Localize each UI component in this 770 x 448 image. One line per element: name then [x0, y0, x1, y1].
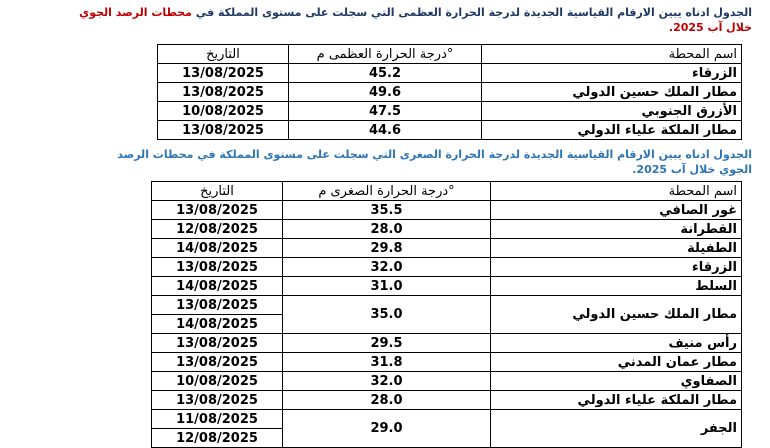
station-cell: مطار الملكة علياء الدولي	[482, 121, 742, 140]
station-cell: الزرقاء	[482, 64, 742, 83]
date-cell: 13/08/2025	[152, 353, 283, 372]
min-temp-caption-line2: الجوي خلال آب 2025.	[632, 163, 752, 176]
table-row	[152, 239, 742, 258]
table-row	[158, 102, 742, 121]
station-cell: مطار الملكة علياء الدولي	[491, 391, 742, 410]
date-cell: 14/08/2025	[152, 239, 283, 258]
station-cell: مطار الملك حسين الدولي	[491, 296, 742, 334]
temp-cell: 49.6	[289, 83, 482, 102]
table-row	[152, 296, 742, 315]
date-cell: 14/08/2025	[152, 315, 283, 334]
date-cell: 14/08/2025	[152, 277, 283, 296]
table-row	[158, 83, 742, 102]
max-temp-table	[157, 44, 742, 140]
min-temp-caption	[117, 147, 752, 177]
max-temp-header: درجة الحرارة العظمى م°	[289, 45, 482, 64]
table-row	[152, 220, 742, 239]
max-temp-caption-line1	[79, 5, 752, 20]
caption1-highlight: محطات الرصد الجوي	[79, 6, 192, 19]
table-row	[158, 64, 742, 83]
date-header: التاريخ	[152, 182, 283, 201]
temp-cell: 31.8	[283, 353, 491, 372]
table-header-row	[152, 182, 742, 201]
temp-cell: 29.8	[283, 239, 491, 258]
temp-cell: 29.0	[283, 410, 491, 448]
table-row	[152, 391, 742, 410]
station-cell: الزرقاء	[491, 258, 742, 277]
station-cell: القطرانة	[491, 220, 742, 239]
station-cell: الصفاوي	[491, 372, 742, 391]
table-row	[152, 258, 742, 277]
table-header-row	[158, 45, 742, 64]
station-cell: رأس منيف	[491, 334, 742, 353]
temp-cell: 32.0	[283, 258, 491, 277]
temp-cell: 44.6	[289, 121, 482, 140]
station-cell: الطفيلة	[491, 239, 742, 258]
temp-cell: 47.5	[289, 102, 482, 121]
min-temp-header: درجة الحرارة الصغرى م°	[283, 182, 491, 201]
date-cell: 13/08/2025	[152, 391, 283, 410]
temp-cell: 45.2	[289, 64, 482, 83]
date-cell: 13/08/2025	[152, 258, 283, 277]
min-temp-caption-line1: الجدول ادناه يبين الارقام القياسية الجديدة لدرجة الحرارة الصغرى التي سجلت على مستوى المملكة في محطات الرصد	[117, 148, 752, 161]
station-cell: غور الصافي	[491, 201, 742, 220]
min-temp-table	[151, 181, 742, 448]
max-temp-caption-line2: خلال آب 2025.	[668, 21, 752, 34]
temp-cell: 28.0	[283, 391, 491, 410]
temp-cell: 35.0	[283, 296, 491, 334]
date-cell: 12/08/2025	[152, 220, 283, 239]
station-cell: السلط	[491, 277, 742, 296]
table-row	[152, 410, 742, 429]
temp-cell: 35.5	[283, 201, 491, 220]
station-cell: الأزرق الجنوبي	[482, 102, 742, 121]
temp-cell: 31.0	[283, 277, 491, 296]
date-cell: 13/08/2025	[152, 201, 283, 220]
date-cell: 10/08/2025	[158, 102, 289, 121]
temp-cell: 29.5	[283, 334, 491, 353]
date-cell: 13/08/2025	[152, 296, 283, 315]
date-cell: 13/08/2025	[158, 83, 289, 102]
table-row	[152, 201, 742, 220]
date-header: التاريخ	[158, 45, 289, 64]
table-row	[152, 353, 742, 372]
date-cell: 13/08/2025	[152, 334, 283, 353]
station-header: اسم المحطة	[491, 182, 742, 201]
table-row	[158, 121, 742, 140]
station-cell: مطار عمان المدني	[491, 353, 742, 372]
station-cell: الجفر	[491, 410, 742, 448]
date-cell: 13/08/2025	[158, 64, 289, 83]
table-row	[152, 334, 742, 353]
date-cell: 10/08/2025	[152, 372, 283, 391]
table-row	[152, 277, 742, 296]
temp-cell: 28.0	[283, 220, 491, 239]
max-temp-caption	[79, 5, 752, 35]
table-row	[152, 372, 742, 391]
caption1-text: الجدول ادناه يبين الارقام القياسية الجديدة لدرجة الحرارة العظمى التي سجلت على مستوى المملكة في	[191, 6, 752, 19]
station-cell: مطار الملك حسين الدولي	[482, 83, 742, 102]
date-cell: 11/08/2025	[152, 410, 283, 429]
date-cell: 12/08/2025	[152, 429, 283, 448]
station-header: اسم المحطة	[482, 45, 742, 64]
date-cell: 13/08/2025	[158, 121, 289, 140]
temp-cell: 32.0	[283, 372, 491, 391]
